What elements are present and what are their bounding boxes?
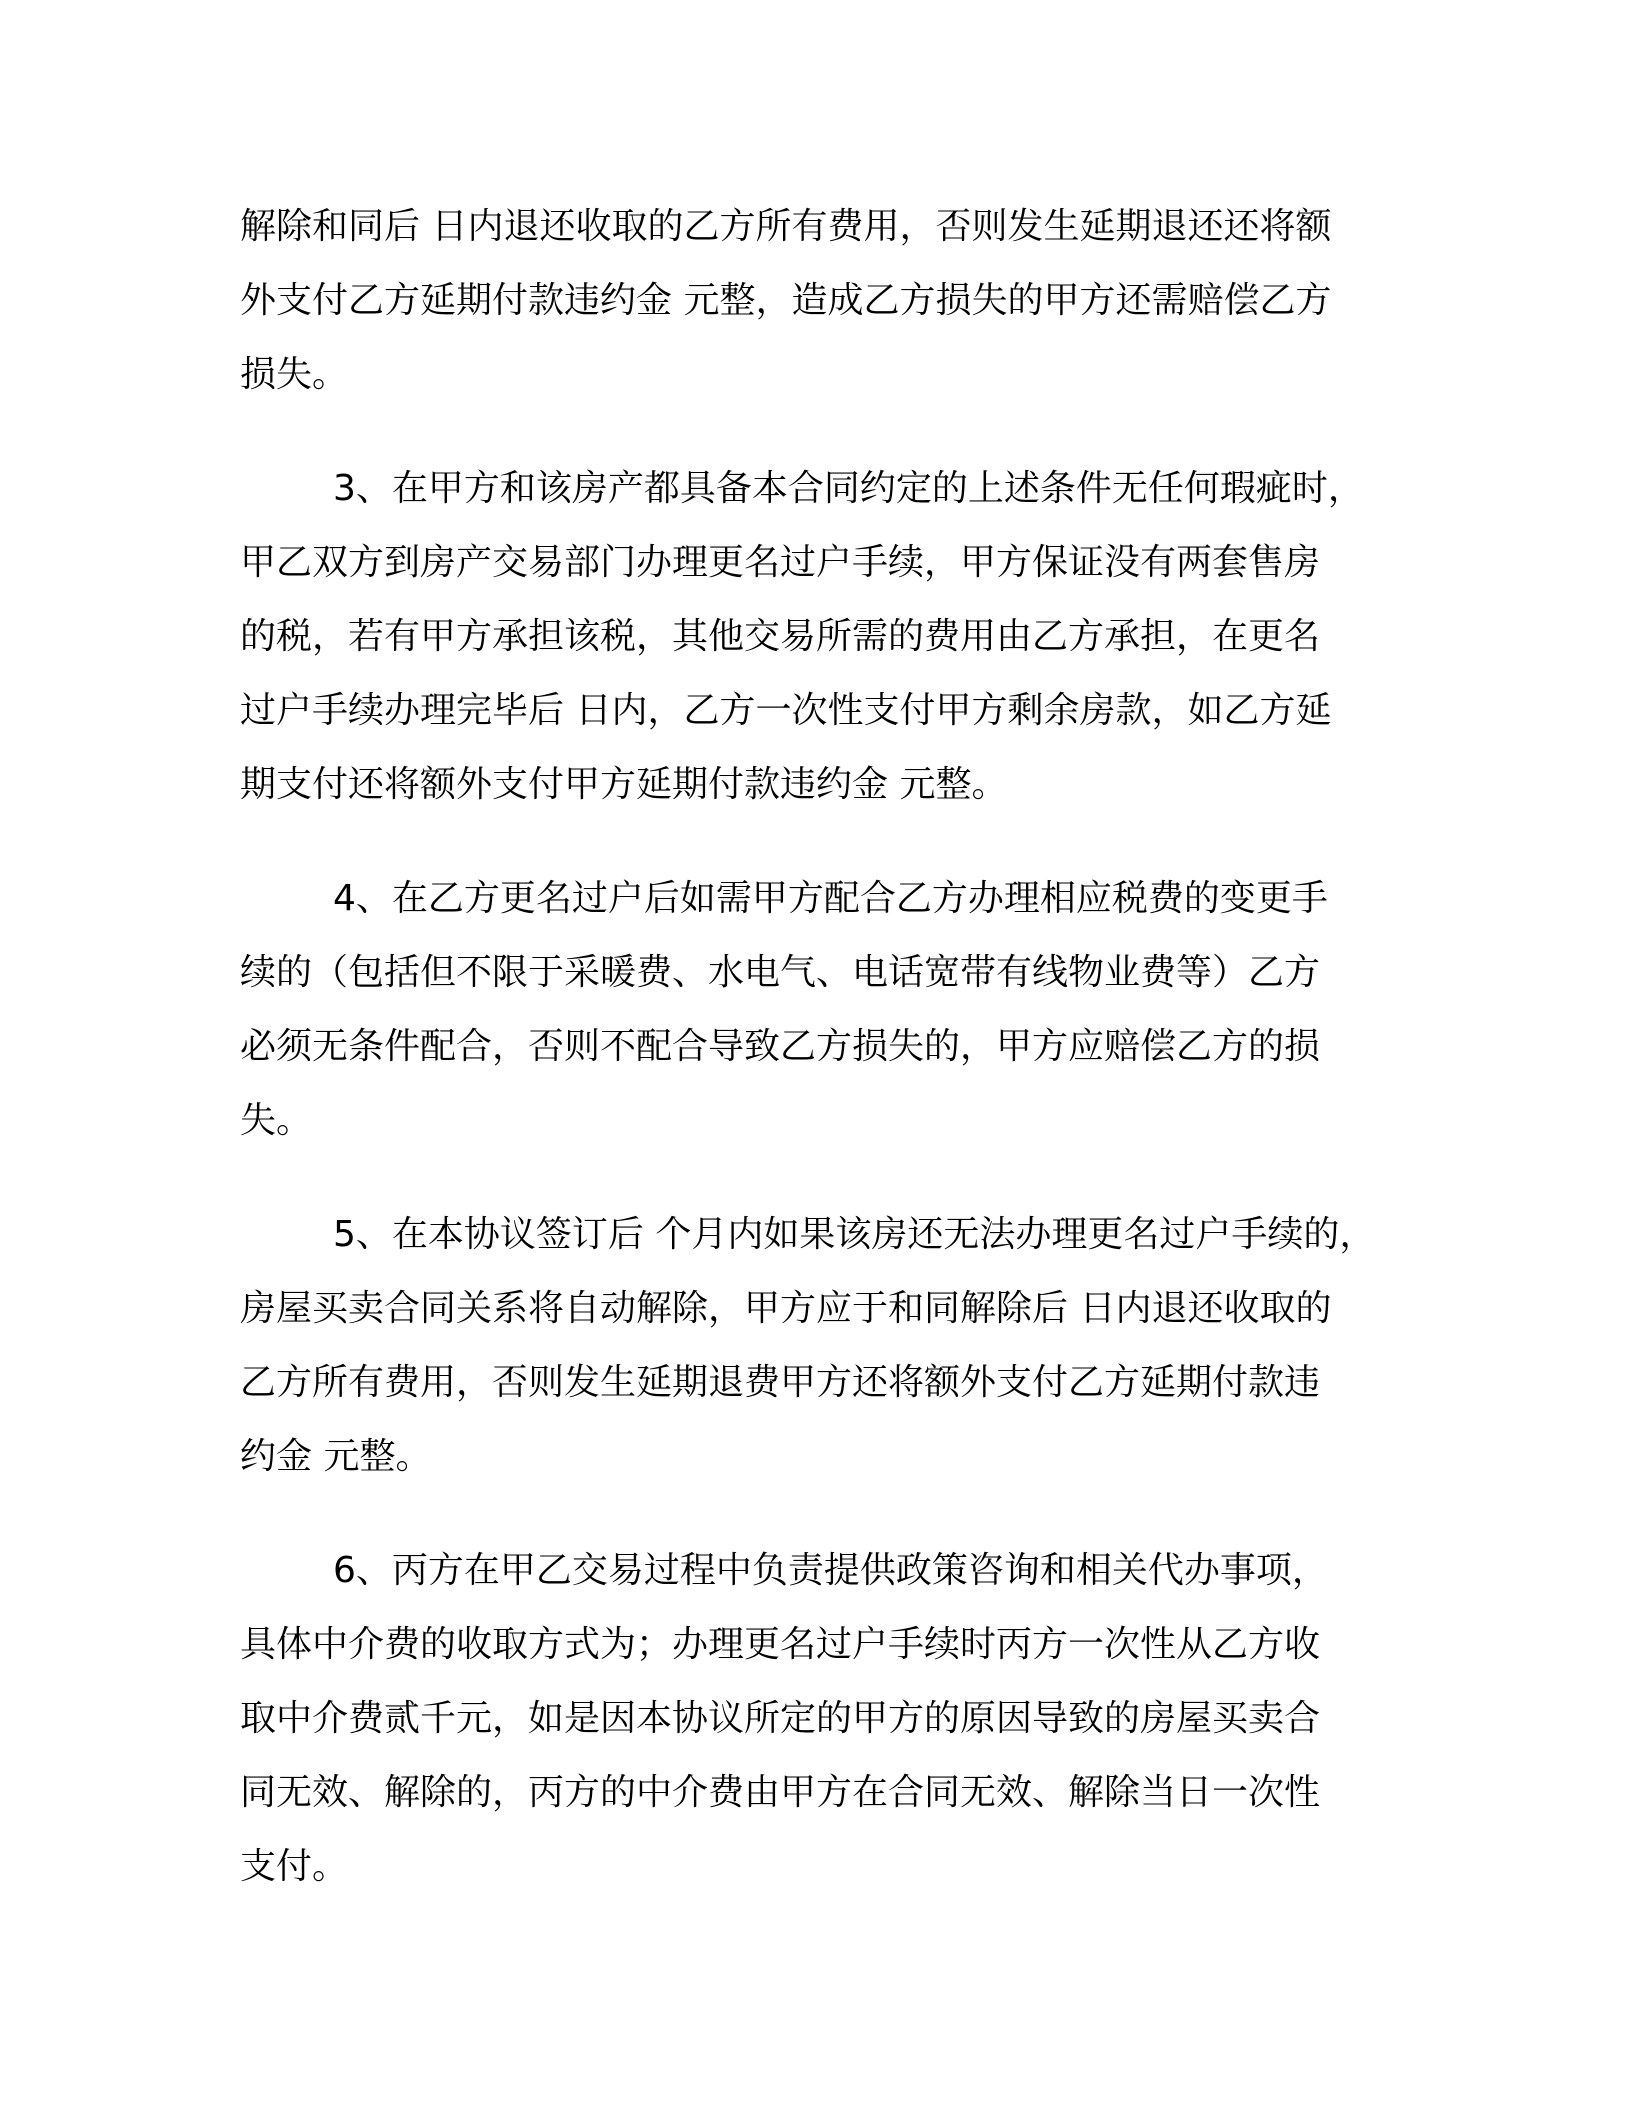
- text-line: 4、在乙方更名过户后如需甲方配合乙方办理相应税费的变更手: [333, 878, 1328, 919]
- text-line: 3、在甲方和该房产都具备本合同约定的上述条件无任何瑕疵时，: [333, 468, 1364, 509]
- text-line: 同无效、解除的，丙方的中介费由甲方在合同无效、解除当日一次性: [240, 1772, 1321, 1813]
- paragraph-continuation: [240, 190, 1430, 412]
- document-body: [240, 190, 1430, 1904]
- text-line: 房屋买卖合同关系将自动解除，甲方应于和同解除后 日内退还收取的: [240, 1288, 1332, 1329]
- text-line: 续的（包括但不限于采暖费、水电气、电话宽带有线物业费等）乙方: [240, 952, 1321, 993]
- text-line: 5、在本协议签订后 个月内如果该房还无法办理更名过户手续的，: [333, 1214, 1376, 1255]
- text-line: 约金 元整。: [240, 1436, 432, 1477]
- text-line: 的税，若有甲方承担该税，其他交易所需的费用由乙方承担，在更名: [240, 616, 1321, 657]
- text-line: 必须无条件配合，否则不配合导致乙方损失的，甲方应赔偿乙方的损: [240, 1026, 1321, 1067]
- text-line: 取中介费贰千元，如是因本协议所定的甲方的原因导致的房屋买卖合: [240, 1698, 1321, 1739]
- text-line: 过户手续办理完毕后 日内，乙方一次性支付甲方剩余房款，如乙方延: [240, 690, 1332, 731]
- paragraph-clause-4: [240, 862, 1430, 1158]
- text-line: 失。: [240, 1100, 313, 1141]
- text-line: 解除和同后 日内退还收取的乙方所有费用，否则发生延期退还还将额: [240, 206, 1332, 247]
- text-line: 6、丙方在甲乙交易过程中负责提供政策咨询和相关代办事项，: [333, 1550, 1328, 1591]
- text-line: 支付。: [240, 1846, 349, 1887]
- text-line: 损失。: [240, 354, 349, 395]
- text-line: 期支付还将额外支付甲方延期付款违约金 元整。: [240, 764, 1008, 805]
- paragraph-clause-3: [240, 452, 1430, 822]
- text-line: 外支付乙方延期付款违约金 元整，造成乙方损失的甲方还需赔偿乙方: [240, 280, 1332, 321]
- paragraph-clause-5: [240, 1198, 1430, 1494]
- paragraph-clause-6: [240, 1534, 1430, 1904]
- text-line: 甲乙双方到房产交易部门办理更名过户手续，甲方保证没有两套售房: [240, 542, 1321, 583]
- text-line: 具体中介费的收取方式为；办理更名过户手续时丙方一次性从乙方收: [240, 1624, 1321, 1665]
- text-line: 乙方所有费用，否则发生延期退费甲方还将额外支付乙方延期付款违: [240, 1362, 1321, 1403]
